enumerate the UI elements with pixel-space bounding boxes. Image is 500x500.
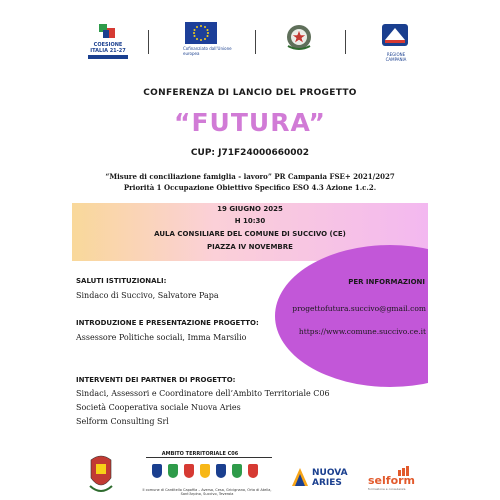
info-heading: PER INFORMAZIONI — [348, 278, 425, 286]
section-heading: INTRODUZIONE E PRESENTAZIONE PROGETTO: — [76, 319, 259, 327]
conference-heading: CONFERENZA DI LANCIO DEL PROGETTO — [143, 88, 357, 98]
ambito-municipalities: Il comune di Carditello Capofila – Aversa, Cesa, Gricignano, Orta di Atella, Sant'Arpino, Succivo, Teverola — [142, 488, 272, 496]
section-line: Selform Consulting Srl — [76, 417, 169, 426]
municipality-crest-icon — [232, 464, 242, 478]
event-date: 19 GIUGNO 2025 — [217, 205, 283, 213]
event-venue: AULA CONSILIARE DEL COMUNE DI SUCCIVO (CE) — [154, 230, 346, 238]
eu-flag-icon — [185, 22, 217, 44]
municipality-crest-icon — [168, 464, 178, 478]
municipality-crest-icon — [216, 464, 226, 478]
logo-strip — [0, 22, 500, 62]
campania-text: REGIONE CAMPANIA — [385, 52, 407, 62]
selform-logo — [368, 466, 418, 490]
info-website-link[interactable]: https://www.comune.succivo.ce.it — [298, 327, 426, 336]
selform-tagline: formazione e consulenza — [368, 487, 406, 491]
municipality-crest-icon — [152, 464, 162, 478]
nuova-line1: NUOVA — [312, 468, 348, 478]
section-line: Sindaci, Assessori e Coordinatore dell’Ambito Territoriale C06 — [76, 389, 330, 398]
republic-star-icon — [285, 22, 313, 52]
nuova-aries-mark-icon — [290, 466, 310, 488]
municipality-crest-icon — [248, 464, 258, 478]
eu-logo — [183, 22, 235, 62]
campania-shield-icon — [380, 22, 410, 50]
logo-divider — [148, 30, 149, 54]
coesione-bar — [88, 55, 128, 59]
logo-divider — [345, 30, 346, 54]
municipality-crest-icon — [200, 464, 210, 478]
selform-name: selform — [368, 474, 416, 487]
ambito-divider — [146, 457, 272, 458]
coesione-line2: ITALIA 21-27 — [90, 48, 126, 54]
municipality-crests — [152, 464, 278, 484]
italian-republic-emblem — [285, 22, 313, 62]
event-address: PIAZZA IV NOVEMBRE — [207, 243, 293, 251]
ambito-label: AMBITO TERRITORIALE C06 — [161, 451, 239, 457]
cup-code: CUP: J71F24000660002 — [190, 148, 310, 158]
eu-text: Cofinanziato dall'Unione europea — [183, 46, 232, 56]
section-line: Società Cooperativa sociale Nuova Aries — [76, 403, 241, 412]
logo-divider — [255, 30, 256, 54]
ambito-crest-icon — [88, 452, 114, 494]
project-title: “FUTURA” — [174, 108, 326, 137]
section-line: Assessore Politiche sociali, Imma Marsilio — [76, 333, 247, 342]
regione-campania-logo — [380, 22, 410, 62]
subtitle-line-2: Priorità 1 Occupazione Obiettivo Specifico ESO 4.3 Azione 1.c.2. — [123, 183, 377, 192]
coesione-mark-icon — [97, 22, 117, 40]
subtitle-line-1: “Misure di conciliazione famiglia - lavoro” PR Campania FSE+ 2021/2027 — [105, 172, 395, 181]
nuova-aries-logo — [290, 466, 360, 490]
nuova-line2: ARIES — [312, 478, 342, 488]
event-time: H 10:30 — [234, 217, 266, 225]
circle-mask — [428, 240, 500, 400]
section-heading: INTERVENTI DEI PARTNER DI PROGETTO: — [76, 376, 236, 384]
info-email-link[interactable]: progettofutura.succivo@gmail.com — [292, 304, 426, 313]
section-line: Sindaco di Succivo, Salvatore Papa — [76, 291, 219, 300]
section-heading: SALUTI ISTITUZIONALI: — [76, 277, 167, 285]
coesione-italia-logo — [80, 22, 136, 62]
coesione-line1: COESIONE — [93, 42, 123, 48]
municipality-crest-icon — [184, 464, 194, 478]
